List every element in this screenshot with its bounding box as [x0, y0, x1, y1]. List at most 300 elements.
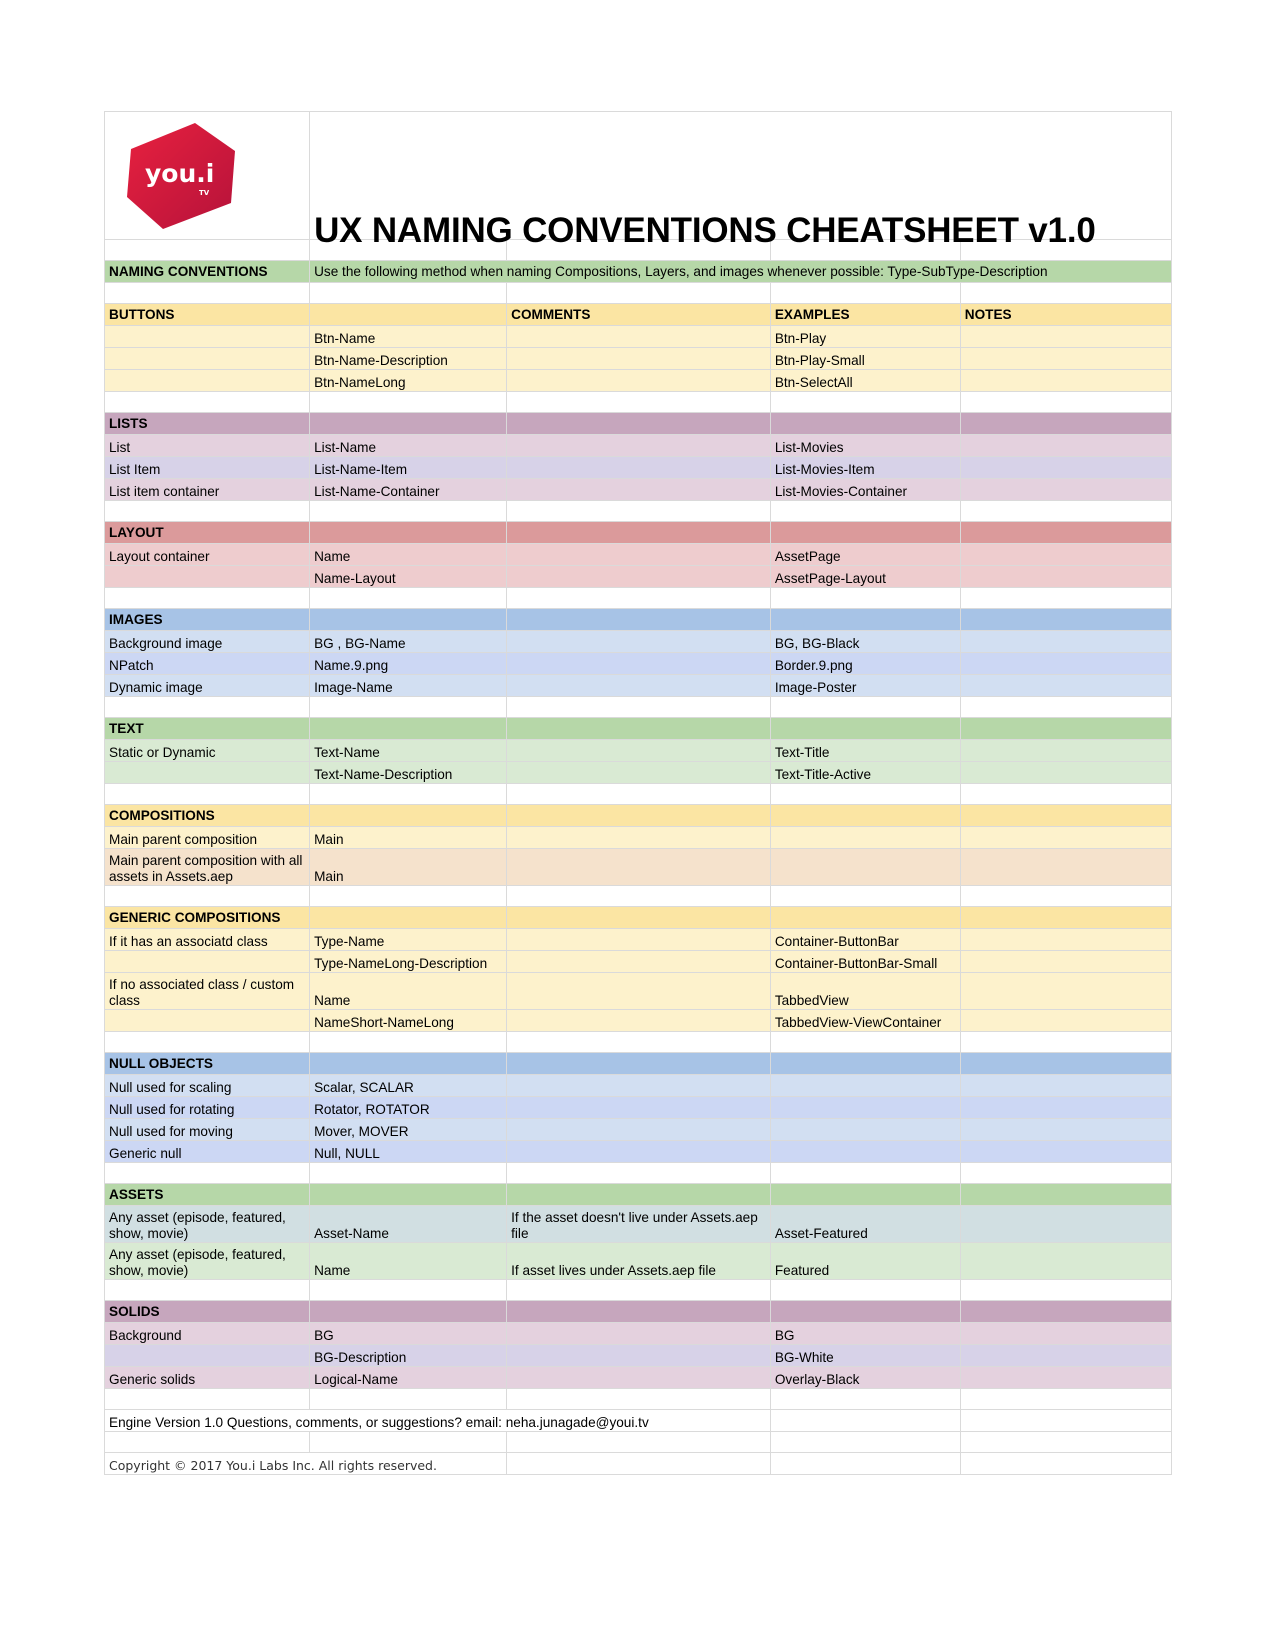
- notes-cell: [960, 1206, 1171, 1243]
- empty-cell: [507, 697, 771, 718]
- item-name: Main parent composition: [105, 827, 310, 849]
- spacer-row: [105, 1032, 1172, 1053]
- spacer-row: [105, 501, 1172, 522]
- assets-header-label: ASSETS: [105, 1184, 310, 1206]
- example: Overlay-Black: [770, 1367, 960, 1389]
- notes-cell: [960, 1075, 1171, 1097]
- notes-cell: [960, 1345, 1171, 1367]
- logo-cell: [105, 112, 310, 240]
- item-name: [105, 1345, 310, 1367]
- naming-pattern: Scalar, SCALAR: [310, 1075, 507, 1097]
- empty-cell: [960, 784, 1171, 805]
- comment: [507, 653, 771, 675]
- item-name: Any asset (episode, featured, show, movie): [105, 1243, 310, 1280]
- compositions-header-row: [105, 805, 1172, 827]
- notes-cell: [960, 740, 1171, 762]
- item-name: If it has an associatd class: [105, 929, 310, 951]
- naming-pattern: Asset-Name: [310, 1206, 507, 1243]
- empty-cell: [507, 1453, 771, 1475]
- empty-cell: [960, 1163, 1171, 1184]
- spacer-row: [105, 1389, 1172, 1410]
- page-title: UX NAMING CONVENTIONS CHEATSHEET v1.0: [310, 112, 1172, 240]
- empty-cell: [960, 522, 1171, 544]
- empty-cell: [507, 1053, 771, 1075]
- empty-cell: [310, 588, 507, 609]
- solids-row: [105, 1323, 1172, 1345]
- empty-cell: [105, 886, 310, 907]
- item-name: [105, 1010, 310, 1032]
- logo-sub-text: TV: [199, 188, 210, 197]
- example: TabbedView: [770, 973, 960, 1010]
- empty-cell: [507, 1389, 771, 1410]
- notes-cell: [960, 326, 1171, 348]
- empty-cell: [310, 304, 507, 326]
- compositions-row: [105, 827, 1172, 849]
- empty-cell: [960, 1301, 1171, 1323]
- example: Border.9.png: [770, 653, 960, 675]
- item-name: [105, 951, 310, 973]
- empty-cell: [507, 784, 771, 805]
- notes-cell: [960, 951, 1171, 973]
- comment: [507, 1010, 771, 1032]
- empty-cell: [960, 697, 1171, 718]
- logo-text: you.i: [145, 158, 215, 188]
- empty-cell: [960, 413, 1171, 435]
- comment: [507, 326, 771, 348]
- naming-pattern: Type-NameLong-Description: [310, 951, 507, 973]
- empty-cell: [507, 907, 771, 929]
- title-row: [105, 112, 1172, 240]
- notes-cell: [960, 1367, 1171, 1389]
- notes-cell: [960, 653, 1171, 675]
- item-name: List Item: [105, 457, 310, 479]
- empty-cell: [960, 1453, 1171, 1475]
- empty-cell: [960, 1410, 1171, 1432]
- empty-cell: [770, 1032, 960, 1053]
- item-name: Null used for scaling: [105, 1075, 310, 1097]
- empty-cell: [770, 1163, 960, 1184]
- comment: [507, 566, 771, 588]
- buttons-row: [105, 326, 1172, 348]
- images-header-label: IMAGES: [105, 609, 310, 631]
- empty-cell: [507, 718, 771, 740]
- empty-cell: [507, 1163, 771, 1184]
- empty-cell: [770, 609, 960, 631]
- item-name: [105, 566, 310, 588]
- empty-cell: [960, 609, 1171, 631]
- comment: [507, 973, 771, 1010]
- notes-cell: [960, 762, 1171, 784]
- generic-compositions-header-row: [105, 907, 1172, 929]
- generic-compositions-row: [105, 951, 1172, 973]
- layout-row: [105, 566, 1172, 588]
- example: [770, 827, 960, 849]
- lists-row: [105, 435, 1172, 457]
- naming-conventions-row: [105, 261, 1172, 283]
- generic-compositions-row: [105, 973, 1172, 1010]
- empty-cell: [105, 1432, 310, 1453]
- empty-cell: [310, 886, 507, 907]
- empty-cell: [507, 1184, 771, 1206]
- comment: [507, 1097, 771, 1119]
- example: Btn-Play-Small: [770, 348, 960, 370]
- empty-cell: [770, 718, 960, 740]
- naming-pattern: List-Name-Item: [310, 457, 507, 479]
- empty-cell: [105, 1163, 310, 1184]
- empty-cell: [770, 1389, 960, 1410]
- naming-pattern: Logical-Name: [310, 1367, 507, 1389]
- notes-cell: [960, 435, 1171, 457]
- empty-cell: [310, 1032, 507, 1053]
- example: [770, 1119, 960, 1141]
- empty-cell: [310, 805, 507, 827]
- empty-cell: [310, 1280, 507, 1301]
- example: Image-Poster: [770, 675, 960, 697]
- layout-header-label: LAYOUT: [105, 522, 310, 544]
- empty-cell: [770, 1432, 960, 1453]
- lists-row: [105, 457, 1172, 479]
- null-objects-row: [105, 1097, 1172, 1119]
- notes-cell: [960, 566, 1171, 588]
- empty-cell: [960, 1032, 1171, 1053]
- comment: If asset lives under Assets.aep file: [507, 1243, 771, 1280]
- empty-cell: [770, 392, 960, 413]
- spacer-row: [105, 1280, 1172, 1301]
- empty-cell: [960, 392, 1171, 413]
- empty-cell: [105, 283, 310, 304]
- empty-cell: [960, 805, 1171, 827]
- empty-cell: [960, 283, 1171, 304]
- notes-cell: [960, 1097, 1171, 1119]
- text-row: [105, 740, 1172, 762]
- spacer-row: [105, 392, 1172, 413]
- comment: [507, 1323, 771, 1345]
- spacer-row: [105, 886, 1172, 907]
- generic-compositions-header-label: GENERIC COMPOSITIONS: [105, 907, 310, 929]
- item-name: Null used for rotating: [105, 1097, 310, 1119]
- engine-footer-row: [105, 1410, 1172, 1432]
- lists-row: [105, 479, 1172, 501]
- null-objects-header-row: [105, 1053, 1172, 1075]
- empty-cell: [960, 1389, 1171, 1410]
- naming-pattern: Main: [310, 849, 507, 886]
- empty-cell: [310, 522, 507, 544]
- empty-cell: [310, 501, 507, 522]
- item-name: Any asset (episode, featured, show, movie): [105, 1206, 310, 1243]
- example: Text-Title: [770, 740, 960, 762]
- comment: [507, 1345, 771, 1367]
- naming-conventions-text: Use the following method when naming Compositions, Layers, and images whenever possible: Type-SubType-Description: [310, 261, 1172, 283]
- empty-cell: [507, 886, 771, 907]
- item-name: Generic solids: [105, 1367, 310, 1389]
- lists-header-label: LISTS: [105, 413, 310, 435]
- empty-cell: [310, 392, 507, 413]
- naming-pattern: Btn-Name-Description: [310, 348, 507, 370]
- null-objects-row: [105, 1141, 1172, 1163]
- empty-cell: [770, 1053, 960, 1075]
- empty-cell: [960, 718, 1171, 740]
- empty-cell: [960, 1184, 1171, 1206]
- item-name: [105, 326, 310, 348]
- naming-pattern: Rotator, ROTATOR: [310, 1097, 507, 1119]
- comment: [507, 827, 771, 849]
- naming-pattern: Name: [310, 973, 507, 1010]
- notes-cell: [960, 1010, 1171, 1032]
- example: BG, BG-Black: [770, 631, 960, 653]
- buttons-header-row: [105, 304, 1172, 326]
- notes-cell: [960, 827, 1171, 849]
- empty-cell: [105, 1280, 310, 1301]
- empty-cell: [770, 1410, 960, 1432]
- generic-compositions-row: [105, 929, 1172, 951]
- empty-cell: [507, 283, 771, 304]
- empty-cell: [770, 784, 960, 805]
- example: [770, 1141, 960, 1163]
- text-row: [105, 762, 1172, 784]
- item-name: Dynamic image: [105, 675, 310, 697]
- item-name: Background image: [105, 631, 310, 653]
- example: Container-ButtonBar-Small: [770, 951, 960, 973]
- item-name: Layout container: [105, 544, 310, 566]
- naming-pattern: BG-Description: [310, 1345, 507, 1367]
- example: [770, 1075, 960, 1097]
- empty-cell: [507, 588, 771, 609]
- empty-cell: [770, 1280, 960, 1301]
- comment: [507, 1075, 771, 1097]
- comment: [507, 544, 771, 566]
- layout-row: [105, 544, 1172, 566]
- notes-cell: [960, 675, 1171, 697]
- item-name: Null used for moving: [105, 1119, 310, 1141]
- empty-cell: [105, 697, 310, 718]
- empty-cell: [507, 392, 771, 413]
- spacer-row: [105, 588, 1172, 609]
- comment: [507, 435, 771, 457]
- empty-cell: [770, 1301, 960, 1323]
- naming-pattern: Name-Layout: [310, 566, 507, 588]
- notes-column-header: NOTES: [960, 304, 1171, 326]
- item-name: [105, 348, 310, 370]
- empty-cell: [770, 697, 960, 718]
- empty-cell: [310, 1301, 507, 1323]
- item-name: List: [105, 435, 310, 457]
- text-header-row: [105, 718, 1172, 740]
- naming-pattern: Type-Name: [310, 929, 507, 951]
- youi-logo: [123, 121, 243, 231]
- spacer-row: [105, 1163, 1172, 1184]
- empty-cell: [770, 588, 960, 609]
- spacer-row: [105, 283, 1172, 304]
- example: BG-White: [770, 1345, 960, 1367]
- empty-cell: [105, 1389, 310, 1410]
- null-objects-row: [105, 1119, 1172, 1141]
- notes-cell: [960, 849, 1171, 886]
- comment: If the asset doesn't live under Assets.aep file: [507, 1206, 771, 1243]
- naming-pattern: Image-Name: [310, 675, 507, 697]
- empty-cell: [960, 1053, 1171, 1075]
- spacer-row: [105, 784, 1172, 805]
- example: List-Movies-Container: [770, 479, 960, 501]
- images-row: [105, 631, 1172, 653]
- comment: [507, 457, 771, 479]
- naming-conventions-label: NAMING CONVENTIONS: [105, 261, 310, 283]
- naming-pattern: Mover, MOVER: [310, 1119, 507, 1141]
- empty-cell: [105, 784, 310, 805]
- empty-cell: [960, 886, 1171, 907]
- empty-cell: [310, 1389, 507, 1410]
- naming-pattern: Null, NULL: [310, 1141, 507, 1163]
- item-name: List item container: [105, 479, 310, 501]
- notes-cell: [960, 973, 1171, 1010]
- empty-cell: [507, 1032, 771, 1053]
- example: AssetPage: [770, 544, 960, 566]
- naming-pattern: Name: [310, 1243, 507, 1280]
- null-objects-header-label: NULL OBJECTS: [105, 1053, 310, 1075]
- naming-pattern: List-Name: [310, 435, 507, 457]
- notes-cell: [960, 929, 1171, 951]
- empty-cell: [507, 1301, 771, 1323]
- empty-cell: [960, 907, 1171, 929]
- empty-cell: [960, 1280, 1171, 1301]
- comment: [507, 1119, 771, 1141]
- example: Asset-Featured: [770, 1206, 960, 1243]
- naming-pattern: BG: [310, 1323, 507, 1345]
- buttons-header-label: BUTTONS: [105, 304, 310, 326]
- comment: [507, 675, 771, 697]
- examples-column-header: EXAMPLES: [770, 304, 960, 326]
- empty-cell: [770, 907, 960, 929]
- naming-pattern: Name: [310, 544, 507, 566]
- empty-cell: [770, 805, 960, 827]
- naming-pattern: NameShort-NameLong: [310, 1010, 507, 1032]
- notes-cell: [960, 457, 1171, 479]
- comment: [507, 348, 771, 370]
- empty-cell: [960, 588, 1171, 609]
- example: Btn-SelectAll: [770, 370, 960, 392]
- compositions-header-label: COMPOSITIONS: [105, 805, 310, 827]
- empty-cell: [770, 886, 960, 907]
- item-name: Static or Dynamic: [105, 740, 310, 762]
- example: Text-Title-Active: [770, 762, 960, 784]
- example: BG: [770, 1323, 960, 1345]
- assets-row: [105, 1206, 1172, 1243]
- empty-cell: [960, 1432, 1171, 1453]
- item-name: Background: [105, 1323, 310, 1345]
- empty-cell: [770, 1184, 960, 1206]
- spacer-row: [105, 1432, 1172, 1453]
- empty-cell: [310, 718, 507, 740]
- example: Featured: [770, 1243, 960, 1280]
- notes-cell: [960, 1323, 1171, 1345]
- item-name: If no associated class / custom class: [105, 973, 310, 1010]
- notes-cell: [960, 1119, 1171, 1141]
- assets-row: [105, 1243, 1172, 1280]
- notes-cell: [960, 479, 1171, 501]
- notes-cell: [960, 544, 1171, 566]
- naming-pattern: Btn-NameLong: [310, 370, 507, 392]
- null-objects-row: [105, 1075, 1172, 1097]
- naming-pattern: Text-Name-Description: [310, 762, 507, 784]
- comment: [507, 929, 771, 951]
- empty-cell: [105, 392, 310, 413]
- notes-cell: [960, 1243, 1171, 1280]
- empty-cell: [507, 1280, 771, 1301]
- example: Container-ButtonBar: [770, 929, 960, 951]
- empty-cell: [310, 1432, 507, 1453]
- generic-compositions-row: [105, 1010, 1172, 1032]
- comment: [507, 479, 771, 501]
- example: AssetPage-Layout: [770, 566, 960, 588]
- comment: [507, 1367, 771, 1389]
- item-name: NPatch: [105, 653, 310, 675]
- empty-cell: [770, 1453, 960, 1475]
- empty-cell: [105, 501, 310, 522]
- item-name: Generic null: [105, 1141, 310, 1163]
- example: [770, 1097, 960, 1119]
- solids-header-row: [105, 1301, 1172, 1323]
- naming-pattern: Name.9.png: [310, 653, 507, 675]
- empty-cell: [770, 413, 960, 435]
- example: Btn-Play: [770, 326, 960, 348]
- solids-header-label: SOLIDS: [105, 1301, 310, 1323]
- images-header-row: [105, 609, 1172, 631]
- empty-cell: [507, 501, 771, 522]
- comment: [507, 631, 771, 653]
- empty-cell: [105, 1032, 310, 1053]
- compositions-row: [105, 849, 1172, 886]
- empty-cell: [105, 240, 310, 261]
- comment: [507, 1141, 771, 1163]
- lists-header-row: [105, 413, 1172, 435]
- empty-cell: [310, 283, 507, 304]
- comment: [507, 762, 771, 784]
- item-name: Main parent composition with all assets in Assets.aep: [105, 849, 310, 886]
- empty-cell: [310, 1184, 507, 1206]
- copyright-text: Copyright © 2017 You.i Labs Inc. All rights reserved.: [105, 1453, 507, 1475]
- naming-pattern: Text-Name: [310, 740, 507, 762]
- naming-pattern: Btn-Name: [310, 326, 507, 348]
- empty-cell: [770, 283, 960, 304]
- naming-pattern: BG , BG-Name: [310, 631, 507, 653]
- comment: [507, 951, 771, 973]
- empty-cell: [507, 413, 771, 435]
- empty-cell: [105, 588, 310, 609]
- solids-row: [105, 1345, 1172, 1367]
- empty-cell: [310, 413, 507, 435]
- comments-column-header: COMMENTS: [507, 304, 771, 326]
- comment: [507, 370, 771, 392]
- solids-row: [105, 1367, 1172, 1389]
- images-row: [105, 675, 1172, 697]
- empty-cell: [310, 697, 507, 718]
- comment: [507, 740, 771, 762]
- empty-cell: [507, 609, 771, 631]
- empty-cell: [770, 522, 960, 544]
- buttons-row: [105, 348, 1172, 370]
- empty-cell: [507, 522, 771, 544]
- notes-cell: [960, 348, 1171, 370]
- example: TabbedView-ViewContainer: [770, 1010, 960, 1032]
- empty-cell: [507, 805, 771, 827]
- text-header-label: TEXT: [105, 718, 310, 740]
- example: List-Movies: [770, 435, 960, 457]
- empty-cell: [310, 1163, 507, 1184]
- layout-header-row: [105, 522, 1172, 544]
- empty-cell: [507, 1432, 771, 1453]
- empty-cell: [770, 501, 960, 522]
- naming-pattern: Main: [310, 827, 507, 849]
- engine-version-text: Engine Version 1.0 Questions, comments, or suggestions? email: neha.junagade@youi.tv: [105, 1410, 771, 1432]
